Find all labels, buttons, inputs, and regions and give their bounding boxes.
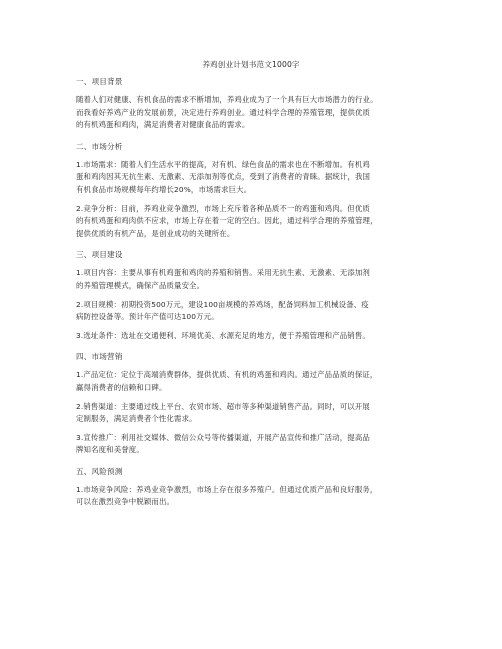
paragraph	[76, 94, 436, 132]
paragraph	[76, 203, 436, 241]
paragraph	[76, 159, 436, 197]
section-heading: 二、市场分析	[76, 141, 123, 151]
paragraph-line: 赢得消费者的信赖和口碑。	[76, 382, 167, 392]
paragraph-line: 3.宣传推广：利用社交媒体、微信公众号等传播渠道，开展产品宣传和推广活动，提高品	[76, 432, 370, 442]
paragraph-line: 定制服务，满足消费者个性化需求。	[76, 414, 197, 424]
paragraph	[76, 432, 436, 457]
paragraph	[76, 330, 436, 343]
section-marketing	[76, 351, 436, 457]
paragraph-line: 1.市场需求：随着人们生活水平的提高，对有机、绿色食品的需求也在不断增加。有机鸡	[76, 159, 370, 169]
paragraph-line: 牌知名度和美誉度。	[76, 445, 144, 455]
paragraph-line: 1.市场竞争风险：养鸡业竞争激烈，市场上存在很多养殖户。但通过优质产品和良好服务，	[76, 484, 378, 494]
paragraph-line: 的有机鸡蛋和鸡肉供不应求，市场上存在着一定的空白。因此，通过科学合理的养殖管理，	[76, 216, 378, 226]
paragraph	[76, 401, 436, 426]
paragraph-line: 2.销售渠道：主要通过线上平台、农贸市场、超市等多种渠道销售产品。同时，可以开展	[76, 401, 370, 411]
paragraph-line: 有机食品市场规模每年约增长20%，市场需求巨大。	[76, 184, 252, 194]
section-project-construction	[76, 249, 436, 342]
section-heading: 四、市场营销	[76, 352, 123, 362]
paragraph-line: 2.竞争分析：目前，养鸡业竞争激烈，市场上充斥着各种品质不一的鸡蛋和鸡肉。但优质	[76, 203, 370, 213]
paragraph	[76, 299, 436, 324]
section-project-background	[76, 76, 436, 132]
paragraph-line: 病防控设备等。预计年产值可达100万元。	[76, 312, 219, 322]
paragraph-line: 1.项目内容：主要从事有机鸡蛋和鸡肉的养殖和销售。采用无抗生素、无激素、无添加剂	[76, 268, 370, 278]
section-heading: 三、项目建设	[76, 250, 123, 260]
paragraph	[76, 369, 436, 394]
section-market-analysis	[76, 141, 436, 241]
document-title: 养鸡创业计划书范文1000字	[202, 60, 300, 69]
paragraph-line: 随着人们对健康、有机食品的需求不断增加，养鸡业成为了一个具有巨大市场潜力的行业。	[76, 95, 378, 104]
paragraph-line: 的有机鸡蛋和鸡肉，满足消费者对健康食品的需求。	[76, 120, 250, 130]
paragraph-line: 的养殖管理模式，确保产品质量安全。	[76, 280, 205, 290]
document-body	[76, 76, 436, 515]
paragraph-line: 提供优质的有机产品，是创业成功的关键所在。	[76, 228, 235, 238]
paragraph-line: 1.产品定位：定位于高端消费群体，提供优质、有机的鸡蛋和鸡肉。通过产品品质的保证，	[76, 370, 378, 380]
paragraph	[76, 267, 436, 292]
paragraph-line: 可以在激烈竞争中脱颖而出。	[76, 497, 175, 507]
paragraph	[76, 484, 436, 509]
section-heading: 五、风险预测	[76, 466, 123, 476]
paragraph-line: 而我看好养鸡产业的发展前景，决定进行养鸡创业。通过科学合理的养殖管理，提供优质	[76, 107, 371, 117]
section-heading: 一、项目背景	[76, 77, 123, 86]
section-risk-forecast	[76, 466, 436, 509]
paragraph-line: 2.项目规模：初期投资500万元，建设100亩规模的养鸡场，配备饲料加工机械设备、疫	[76, 299, 369, 309]
paragraph-line: 3.选址条件：选址在交通便利、环境优美、水源充足的地方，便于养殖管理和产品销售。	[76, 330, 370, 340]
paragraph-line: 蛋和鸡肉因其无抗生素、无激素、无添加剂等优点，受到了消费者的青睐。据统计，我国	[76, 172, 371, 182]
